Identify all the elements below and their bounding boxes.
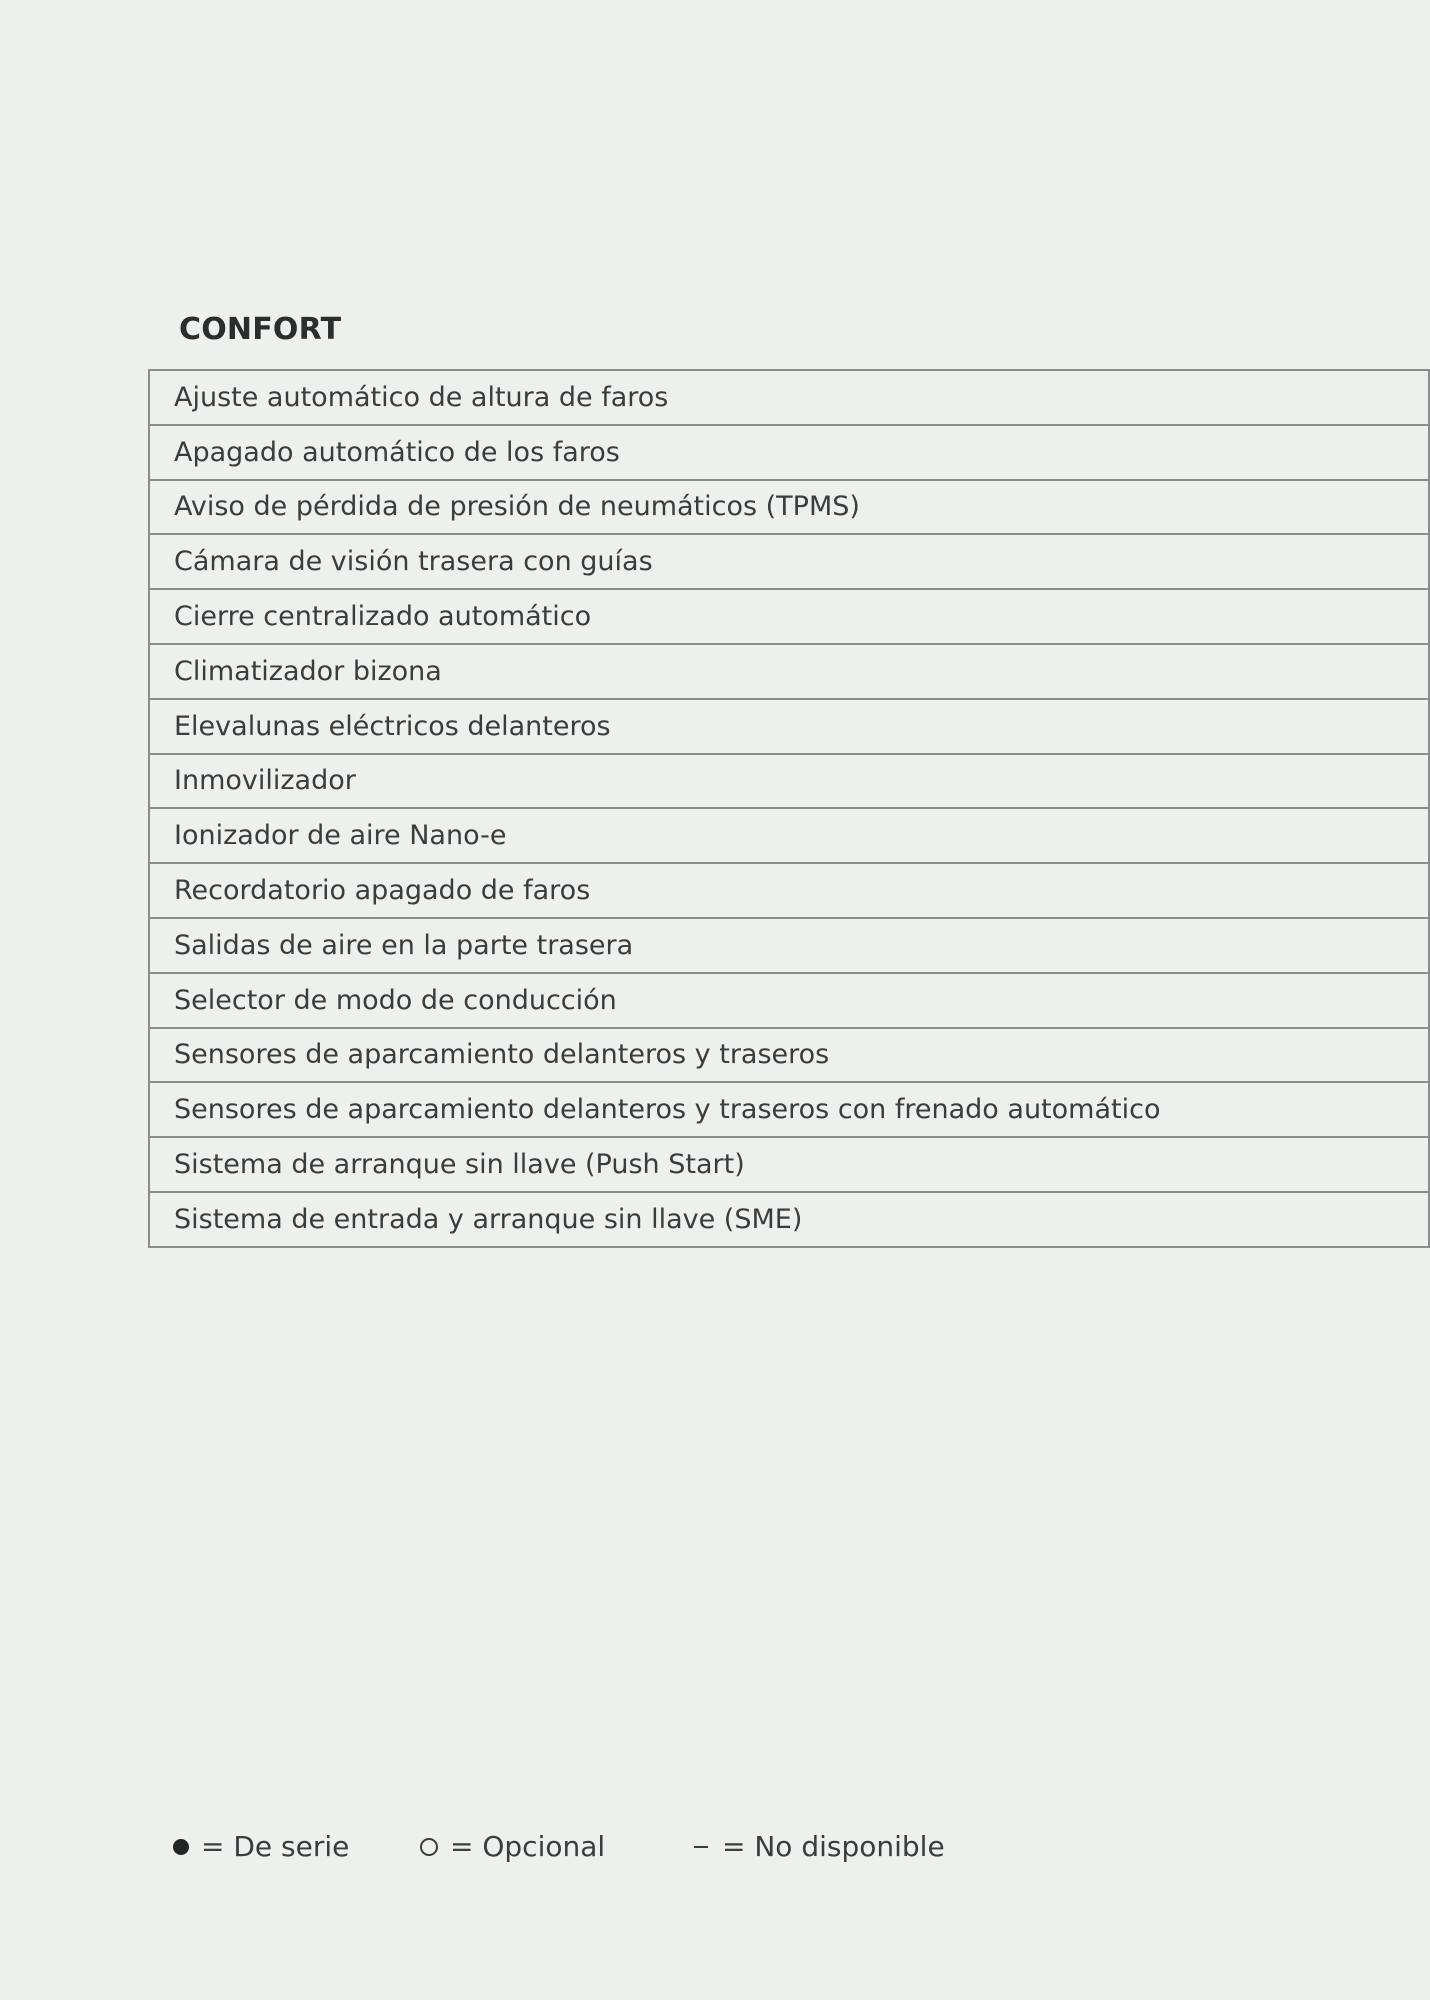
- table-row: [150, 1083, 1428, 1138]
- feature-label: Salidas de aire en la parte trasera: [174, 929, 634, 961]
- feature-label: Elevalunas eléctricos delanteros: [174, 710, 611, 742]
- legend-standard: [173, 1830, 349, 1863]
- table-row: [150, 1029, 1428, 1084]
- feature-label: Recordatorio apagado de faros: [174, 875, 591, 907]
- feature-label: Ajuste automático de altura de faros: [174, 381, 669, 413]
- feature-label: Aviso de pérdida de presión de neumáticos (TPMS): [174, 491, 860, 523]
- table-row: [150, 919, 1428, 974]
- filled-dot-icon: [173, 1839, 189, 1855]
- table-row: [150, 426, 1428, 481]
- table-row: [150, 645, 1428, 700]
- legend-not-available-label: = No disponible: [722, 1830, 945, 1863]
- feature-label: Sistema de entrada y arranque sin llave (SME): [174, 1203, 803, 1235]
- dash-icon: [694, 1846, 708, 1848]
- table-row: [150, 535, 1428, 590]
- table-row: [150, 590, 1428, 645]
- table-row: [150, 371, 1428, 426]
- table-row: [150, 755, 1428, 810]
- legend-not-available: [694, 1830, 945, 1863]
- table-row: [150, 809, 1428, 864]
- legend-optional: [420, 1830, 605, 1863]
- table-row: [150, 1193, 1428, 1248]
- table-row: [150, 864, 1428, 919]
- section-title: CONFORT: [179, 312, 342, 347]
- legend-standard-label: = De serie: [201, 1830, 350, 1863]
- legend: [0, 1830, 1430, 1870]
- table-row: [150, 700, 1428, 755]
- feature-label: Cámara de visión trasera con guías: [174, 546, 653, 578]
- feature-label: Apagado automático de los faros: [174, 436, 620, 468]
- feature-label: Climatizador bizona: [174, 655, 442, 687]
- open-circle-icon: [420, 1838, 438, 1856]
- feature-label: Sensores de aparcamiento delanteros y traseros con frenado automático: [174, 1094, 1161, 1126]
- table-row: [150, 1138, 1428, 1193]
- feature-label: Sistema de arranque sin llave (Push Start): [174, 1149, 745, 1181]
- feature-label: Ionizador de aire Nano-e: [174, 820, 507, 852]
- table-row: [150, 481, 1428, 536]
- features-table: [148, 369, 1430, 1248]
- feature-label: Inmovilizador: [174, 765, 356, 797]
- feature-label: Cierre centralizado automático: [174, 601, 592, 633]
- legend-optional-label: = Opcional: [450, 1830, 606, 1863]
- feature-label: Selector de modo de conducción: [174, 984, 617, 1016]
- table-row: [150, 974, 1428, 1029]
- feature-label: Sensores de aparcamiento delanteros y traseros: [174, 1039, 830, 1071]
